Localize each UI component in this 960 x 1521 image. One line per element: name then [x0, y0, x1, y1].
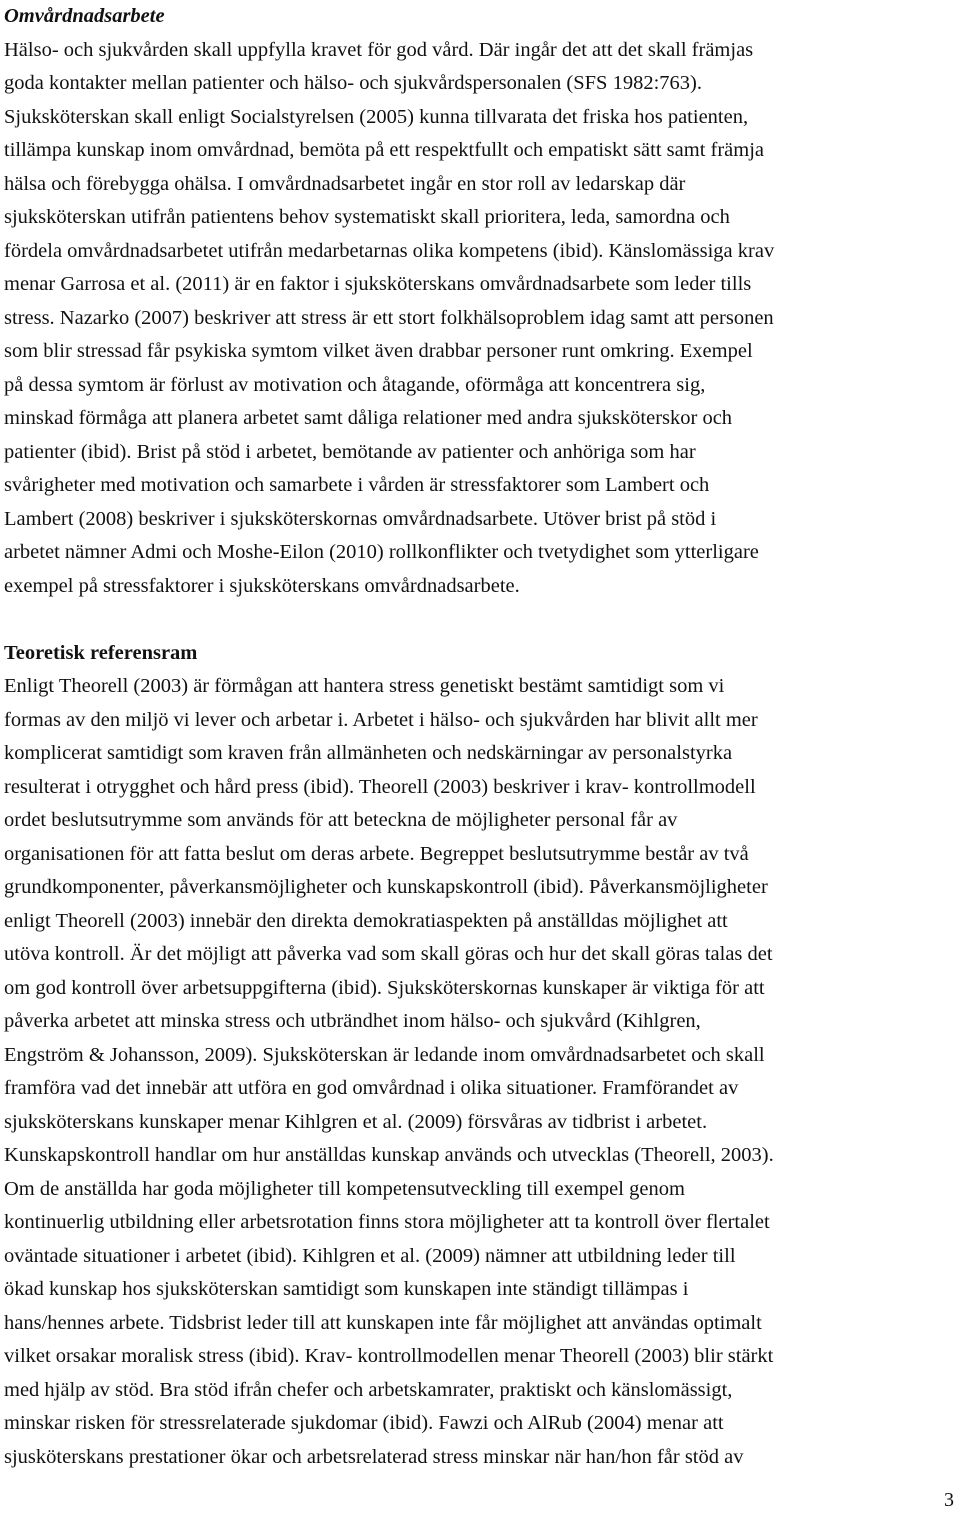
- text-line: Sjuksköterskan skall enligt Socialstyrelsen (2005) kunna tillvarata det friska hos patienten,: [4, 105, 749, 128]
- text-line: på dessa symtom är förlust av motivation och åtagande, oförmåga att koncentrera sig,: [4, 373, 706, 396]
- text-line: vilket orsakar moralisk stress (ibid). Krav- kontrollmodellen menar Theorell (2003) blir stärkt: [4, 1345, 774, 1367]
- text-line: Enligt Theorell (2003) är förmågan att hantera stress genetiskt bestämt samtidigt som vi: [4, 675, 725, 697]
- text-line: enligt Theorell (2003) innebär den direkta demokratiaspekten på anställdas möjlighet att: [4, 909, 728, 932]
- text-line: oväntade situationer i arbetet (ibid). Kihlgren et al. (2009) nämner att utbildning leder till: [4, 1244, 736, 1267]
- text-line: formas av den miljö vi lever och arbetar i. Arbetet i hälso- och sjukvården har blivit allt mer: [4, 708, 758, 731]
- text-line: Hälso- och sjukvården skall uppfylla kravet för god vård. Där ingår det att det skall främjas: [4, 38, 754, 61]
- text-line: minskad förmåga att planera arbetet samt dåliga relationer med andra sjuksköterskor och: [4, 407, 733, 429]
- text-line: Om de anställda har goda möjligheter till kompetensutveckling till exempel genom: [4, 1177, 685, 1200]
- text-line: menar Garrosa et al. (2011) är en faktor i sjuksköterskans omvårdnadsarbete som leder tills: [4, 273, 752, 295]
- paragraph-gap: [4, 603, 959, 637]
- section-heading-omvardnadsarbete: Omvårdnadsarbete: [4, 5, 165, 27]
- text-line: stress. Nazarko (2007) beskriver att stress är ett stort folkhälsoproblem idag samt att personen: [4, 306, 774, 329]
- text-line: med hjälp av stöd. Bra stöd ifrån chefer och arbetskamrater, praktiskt och känslomässigt,: [4, 1378, 733, 1401]
- text-line: ökad kunskap hos sjuksköterskan samtidigt som kunskapen inte ständigt tillämpas i: [4, 1278, 689, 1300]
- text-line: sjuksköterskan utifrån patientens behov systematiskt skall prioritera, leda, samordna och: [4, 206, 730, 228]
- text-line: utöva kontroll. Är det möjligt att påverka vad som skall göras och hur det skall göras talas det: [4, 943, 773, 965]
- text-line: kontinuerlig utbildning eller arbetsrotation finns stora möjligheter att ta kontroll över flertalet: [4, 1211, 770, 1233]
- page-number: 3: [944, 1489, 954, 1511]
- text-line: sjusköterskans prestationer ökar och arbetsrelaterad stress minskar när han/hon får stöd av: [4, 1445, 744, 1468]
- text-line: resulterat i otrygghet och hård press (ibid). Theorell (2003) beskriver i krav- kontrollmodell: [4, 775, 756, 798]
- text-line: komplicerat samtidigt som kraven från allmänheten och nedskärningar av personalstyrka: [4, 742, 733, 764]
- text-line: grundkomponenter, påverkansmöjligheter och kunskapskontroll (ibid). Påverkansmöjligheter: [4, 876, 768, 898]
- paragraph-teoretisk-referensram: [4, 670, 959, 1474]
- text-line: arbetet nämner Admi och Moshe-Eilon (2010) rollkonflikter och tvetydighet som ytterligare: [4, 541, 759, 563]
- text-line: Kunskapskontroll handlar om hur anställdas kunskap används och utvecklas (Theorell, 2003).: [4, 1144, 774, 1166]
- text-line: sjuksköterskans kunskaper menar Kihlgren et al. (2009) försvåras av tidbrist i arbetet.: [4, 1110, 708, 1133]
- text-line: goda kontakter mellan patienter och hälso- och sjukvårdspersonalen (SFS 1982:763).: [4, 72, 702, 94]
- text-line: påverka arbetet att minska stress och utbrändhet inom hälso- och sjukvård (Kihlgren,: [4, 1010, 701, 1032]
- text-line: hans/hennes arbete. Tidsbrist leder till att kunskapen inte får möjlighet att användas optimalt: [4, 1311, 762, 1334]
- text-line: Lambert (2008) beskriver i sjuksköterskornas omvårdnadsarbete. Utöver brist på stöd i: [4, 507, 717, 530]
- text-line: fördela omvårdnadsarbetet utifrån medarbetarnas olika kompetens (ibid). Känslomässiga krav: [4, 239, 775, 262]
- text-line: exempel på stressfaktorer i sjuksköterskans omvårdnadsarbete.: [4, 574, 520, 597]
- text-line: tillämpa kunskap inom omvårdnad, bemöta på ett respektfullt och empatiskt sätt samt främja: [4, 139, 765, 161]
- text-line: organisationen för att fatta beslut om deras arbete. Begreppet beslutsutrymme består av två: [4, 842, 749, 865]
- text-line: svårigheter med motivation och samarbete i vården är stressfaktorer som Lambert och: [4, 474, 710, 496]
- section-heading-teoretisk-referensram: Teoretisk referensram: [4, 641, 198, 664]
- paragraph-omvardnadsarbete: [4, 34, 959, 604]
- text-line: patienter (ibid). Brist på stöd i arbetet, bemötande av patienter och anhöriga som har: [4, 440, 696, 463]
- text-line: Engström & Johansson, 2009). Sjuksköterskan är ledande inom omvårdnadsarbetet och skall: [4, 1043, 765, 1066]
- text-line: om god kontroll över arbetsuppgifterna (ibid). Sjuksköterskornas kunskaper är viktiga för att: [4, 976, 765, 999]
- text-line: minskar risken för stressrelaterade sjukdomar (ibid). Fawzi och AlRub (2004) menar att: [4, 1412, 724, 1434]
- document-page: [4, 0, 959, 1474]
- text-line: framföra vad det innebär att utföra en god omvårdnad i olika situationer. Framförandet av: [4, 1077, 739, 1099]
- text-line: som blir stressad får psykiska symtom vilket även drabbar personer runt omkring. Exempel: [4, 340, 753, 362]
- text-line: ordet beslutsutrymme som används för att beteckna de möjligheter personal får av: [4, 809, 678, 831]
- text-line: hälsa och förebygga ohälsa. I omvårdnadsarbetet ingår en stor roll av ledarskap där: [4, 172, 686, 195]
